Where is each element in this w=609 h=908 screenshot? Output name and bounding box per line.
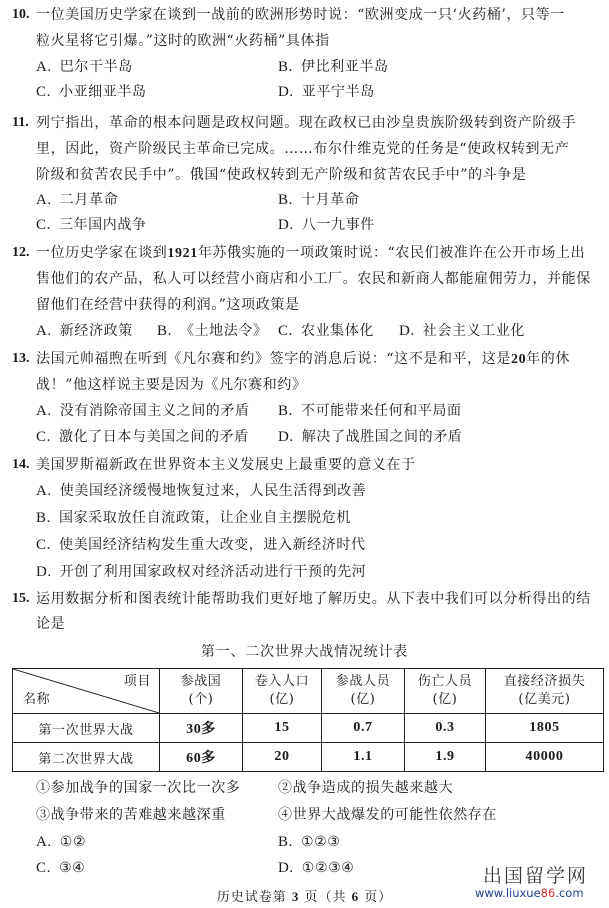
option-text: 新经济政策 xyxy=(59,323,133,339)
option-d[interactable] xyxy=(36,563,366,581)
option-label: C. xyxy=(278,323,293,339)
option-b[interactable] xyxy=(278,402,462,420)
option-label: C. xyxy=(36,860,51,876)
option-a[interactable] xyxy=(36,322,133,340)
table-cell: 40000 xyxy=(486,743,604,772)
option-d[interactable] xyxy=(399,322,525,340)
table-row xyxy=(13,743,604,772)
year-number: 20 xyxy=(510,352,527,367)
question-text-line: 美国罗斯福新政在世界资本主义发展史上最重要的意义在于 xyxy=(36,457,416,473)
watermark-url xyxy=(475,886,609,900)
question-number: 15. xyxy=(12,591,30,606)
option-text: 解决了战胜国之间的矛盾 xyxy=(301,429,463,445)
row-name-cell: 第二次世界大战 xyxy=(13,743,160,772)
option-text: 八一九事件 xyxy=(301,217,375,233)
option-a[interactable] xyxy=(36,402,250,420)
option-a[interactable] xyxy=(36,482,366,500)
option-b[interactable] xyxy=(278,58,389,76)
option-label: C. xyxy=(36,217,51,233)
table-cell: 30多 xyxy=(160,714,243,743)
question-number: 14. xyxy=(12,457,30,472)
header-line: 直接经济损失 xyxy=(503,674,586,689)
option-text: ①②③ xyxy=(300,834,341,850)
option-label: D. xyxy=(36,564,52,580)
option-label: D. xyxy=(399,323,415,339)
option-d[interactable] xyxy=(278,216,375,234)
url-segment: www.liuxue xyxy=(475,886,541,900)
option-label: A. xyxy=(36,323,52,339)
option-label: B. xyxy=(36,510,51,526)
question-text-line: 战！”他这样说主要是因为《凡尔赛和约》 xyxy=(36,377,307,393)
option-c[interactable] xyxy=(278,322,374,340)
option-text: 开创了利用国家政权对经济活动进行干预的先河 xyxy=(59,564,367,580)
table-cell: 1805 xyxy=(486,714,604,743)
page-number: 3 xyxy=(291,889,300,904)
statement-3: ③战争带来的苦难越来越深重 xyxy=(36,807,226,823)
question-text-line: 一位美国历史学家在谈到一战前的欧洲形势时说：“欧洲变成一只‘火药桶’，只等一 xyxy=(36,7,565,23)
option-text: 不可能带来任何和平局面 xyxy=(300,403,462,419)
column-header xyxy=(486,669,604,714)
question-text-line xyxy=(36,244,585,263)
option-c[interactable] xyxy=(36,83,147,101)
option-label: A. xyxy=(36,59,52,75)
option-text: 没有消除帝国主义之间的矛盾 xyxy=(59,403,250,419)
header-unit: (亿) xyxy=(269,692,295,707)
watermark-logo-text: 出国留学网 xyxy=(483,865,589,887)
statement-4: ④世界大战爆发的可能性依然存在 xyxy=(278,807,497,823)
table-cell: 0.7 xyxy=(322,714,405,743)
url-segment: 86 xyxy=(540,886,556,900)
option-label: C. xyxy=(36,537,51,553)
header-unit: (亿) xyxy=(432,692,458,707)
option-b[interactable] xyxy=(157,322,268,340)
option-c[interactable] xyxy=(36,216,147,234)
table-cell: 1.9 xyxy=(405,743,486,772)
url-segment: .com xyxy=(555,886,584,900)
header-line: 卷入人口 xyxy=(254,674,310,689)
statement-1: ①参加战争的国家一次比一次多 xyxy=(36,780,241,796)
table-cell: 20 xyxy=(243,743,322,772)
header-unit: (亿) xyxy=(350,692,376,707)
option-text: 三年国内战争 xyxy=(58,217,147,233)
option-text: 二月革命 xyxy=(59,192,119,208)
option-text: 使美国经济结构发生重大改变，进入新经济时代 xyxy=(58,537,366,553)
option-d[interactable] xyxy=(278,428,462,446)
option-label: A. xyxy=(36,192,52,208)
footer-text: 页） xyxy=(364,890,393,905)
option-label: B. xyxy=(278,403,293,419)
option-text: 国家采取放任自流政策，让企业自主摆脱危机 xyxy=(58,510,351,526)
footer-text: 页（共 xyxy=(304,890,347,905)
option-b[interactable] xyxy=(278,191,359,209)
corner-header-cell xyxy=(13,669,160,714)
question-text-line: 里，因此，资产阶级民主革命已完成。……布尔什维克党的任务是“使政权转到无产 xyxy=(36,141,570,157)
option-b[interactable] xyxy=(278,833,340,851)
option-label: D. xyxy=(278,429,294,445)
year-number: 1921 xyxy=(167,246,198,261)
option-text: 社会主义工业化 xyxy=(422,323,525,339)
option-label: A. xyxy=(36,834,52,850)
option-text: 农业集体化 xyxy=(300,323,374,339)
option-label: C. xyxy=(36,84,51,100)
header-unit: (亿美元) xyxy=(518,692,571,707)
corner-label-item: 项目 xyxy=(123,674,151,689)
option-label: C. xyxy=(36,429,51,445)
question-text-line: 列宁指出，革命的根本问题是政权问题。现在政权已由沙皇贵族阶级转到资产阶级手 xyxy=(36,115,577,131)
text-segment: 一位历史学家在谈到 xyxy=(36,245,168,261)
option-label: B. xyxy=(278,59,293,75)
column-header xyxy=(160,669,243,714)
table-header-row xyxy=(13,669,604,714)
option-d[interactable] xyxy=(278,859,354,877)
option-label: B. xyxy=(278,834,293,850)
option-text: 小亚细亚半岛 xyxy=(58,84,147,100)
header-line: 伤亡人员 xyxy=(417,674,473,689)
option-text: 使美国经济缓慢地恢复过来，人民生活得到改善 xyxy=(59,483,367,499)
site-watermark xyxy=(475,866,609,900)
question-number: 11. xyxy=(12,115,29,130)
table-cell: 1.1 xyxy=(322,743,405,772)
option-text: 《土地法令》 xyxy=(179,323,268,339)
question-text-line: 论是 xyxy=(36,616,66,632)
question-text-line: 阶级和贫苦农民手中”。俄国“使政权转到无产阶级和贫苦农民手中”的斗争是 xyxy=(36,167,527,183)
option-a[interactable] xyxy=(36,58,133,76)
corner-label-name: 名称 xyxy=(23,692,51,707)
text-segment: 年苏俄实施的一项政策时说：“农民们被准许在公开市场上出 xyxy=(197,245,586,261)
column-header xyxy=(243,669,322,714)
footer-text: 历史试卷第 xyxy=(216,890,287,905)
option-label: A. xyxy=(36,483,52,499)
question-number: 13. xyxy=(12,351,30,366)
question-text-line: 留他们在经营中获得的利润。”这项政策是 xyxy=(36,297,300,313)
option-label: D. xyxy=(278,84,294,100)
total-pages: 6 xyxy=(351,889,360,904)
option-c[interactable] xyxy=(36,536,366,554)
option-text: 亚平宁半岛 xyxy=(301,84,375,100)
table-row xyxy=(13,714,604,743)
question-text-line: 运用数据分析和图表统计能帮助我们更好地了解历史。从下表中我们可以分析得出的结 xyxy=(36,591,591,607)
war-statistics-table xyxy=(12,668,604,772)
option-text: ①②③④ xyxy=(301,860,355,876)
option-label: A. xyxy=(36,403,52,419)
header-line: 参战人员 xyxy=(335,674,391,689)
option-label: B. xyxy=(278,192,293,208)
option-text: 激化了日本与美国之间的矛盾 xyxy=(58,429,249,445)
question-number: 10. xyxy=(12,7,30,22)
row-name-cell: 第一次世界大战 xyxy=(13,714,160,743)
table-cell: 60多 xyxy=(160,743,243,772)
option-text: 巴尔干半岛 xyxy=(59,59,133,75)
header-line: 参战国 xyxy=(180,674,222,689)
question-number: 12. xyxy=(12,245,30,260)
column-header xyxy=(405,669,486,714)
option-b[interactable] xyxy=(36,509,351,527)
option-text: ①② xyxy=(59,834,87,850)
option-label: B. xyxy=(157,323,172,339)
option-label: D. xyxy=(278,217,294,233)
question-text-line: 售他们的农产品，私人可以经营小商店和小工厂。农民和新商人都能雇佣劳力，并能保 xyxy=(36,271,591,287)
table-title: 第一、二次世界大战情况统计表 xyxy=(200,644,409,660)
option-d[interactable] xyxy=(278,83,375,101)
option-text: 伊比利亚半岛 xyxy=(300,59,389,75)
question-text-line: 粒火星将它引爆。”这时的欧洲“火药桶”具体指 xyxy=(36,33,330,49)
option-text: ③④ xyxy=(58,860,86,876)
option-c[interactable] xyxy=(36,428,249,446)
option-text: 十月革命 xyxy=(300,192,360,208)
question-text-line xyxy=(36,350,570,369)
statement-2: ②战争造成的损失越来越大 xyxy=(278,780,454,796)
text-segment: 法国元帅福煦在听到《凡尔赛和约》签字的消息后说：“这不是和平，这是 xyxy=(36,351,511,367)
option-label: D. xyxy=(278,860,294,876)
table-cell: 0.3 xyxy=(405,714,486,743)
option-c[interactable] xyxy=(36,859,85,877)
option-a[interactable] xyxy=(36,191,118,209)
table-cell: 15 xyxy=(243,714,322,743)
text-segment: 年的休 xyxy=(526,351,570,367)
header-unit: (个) xyxy=(188,692,214,707)
option-a[interactable] xyxy=(36,833,86,851)
column-header xyxy=(322,669,405,714)
